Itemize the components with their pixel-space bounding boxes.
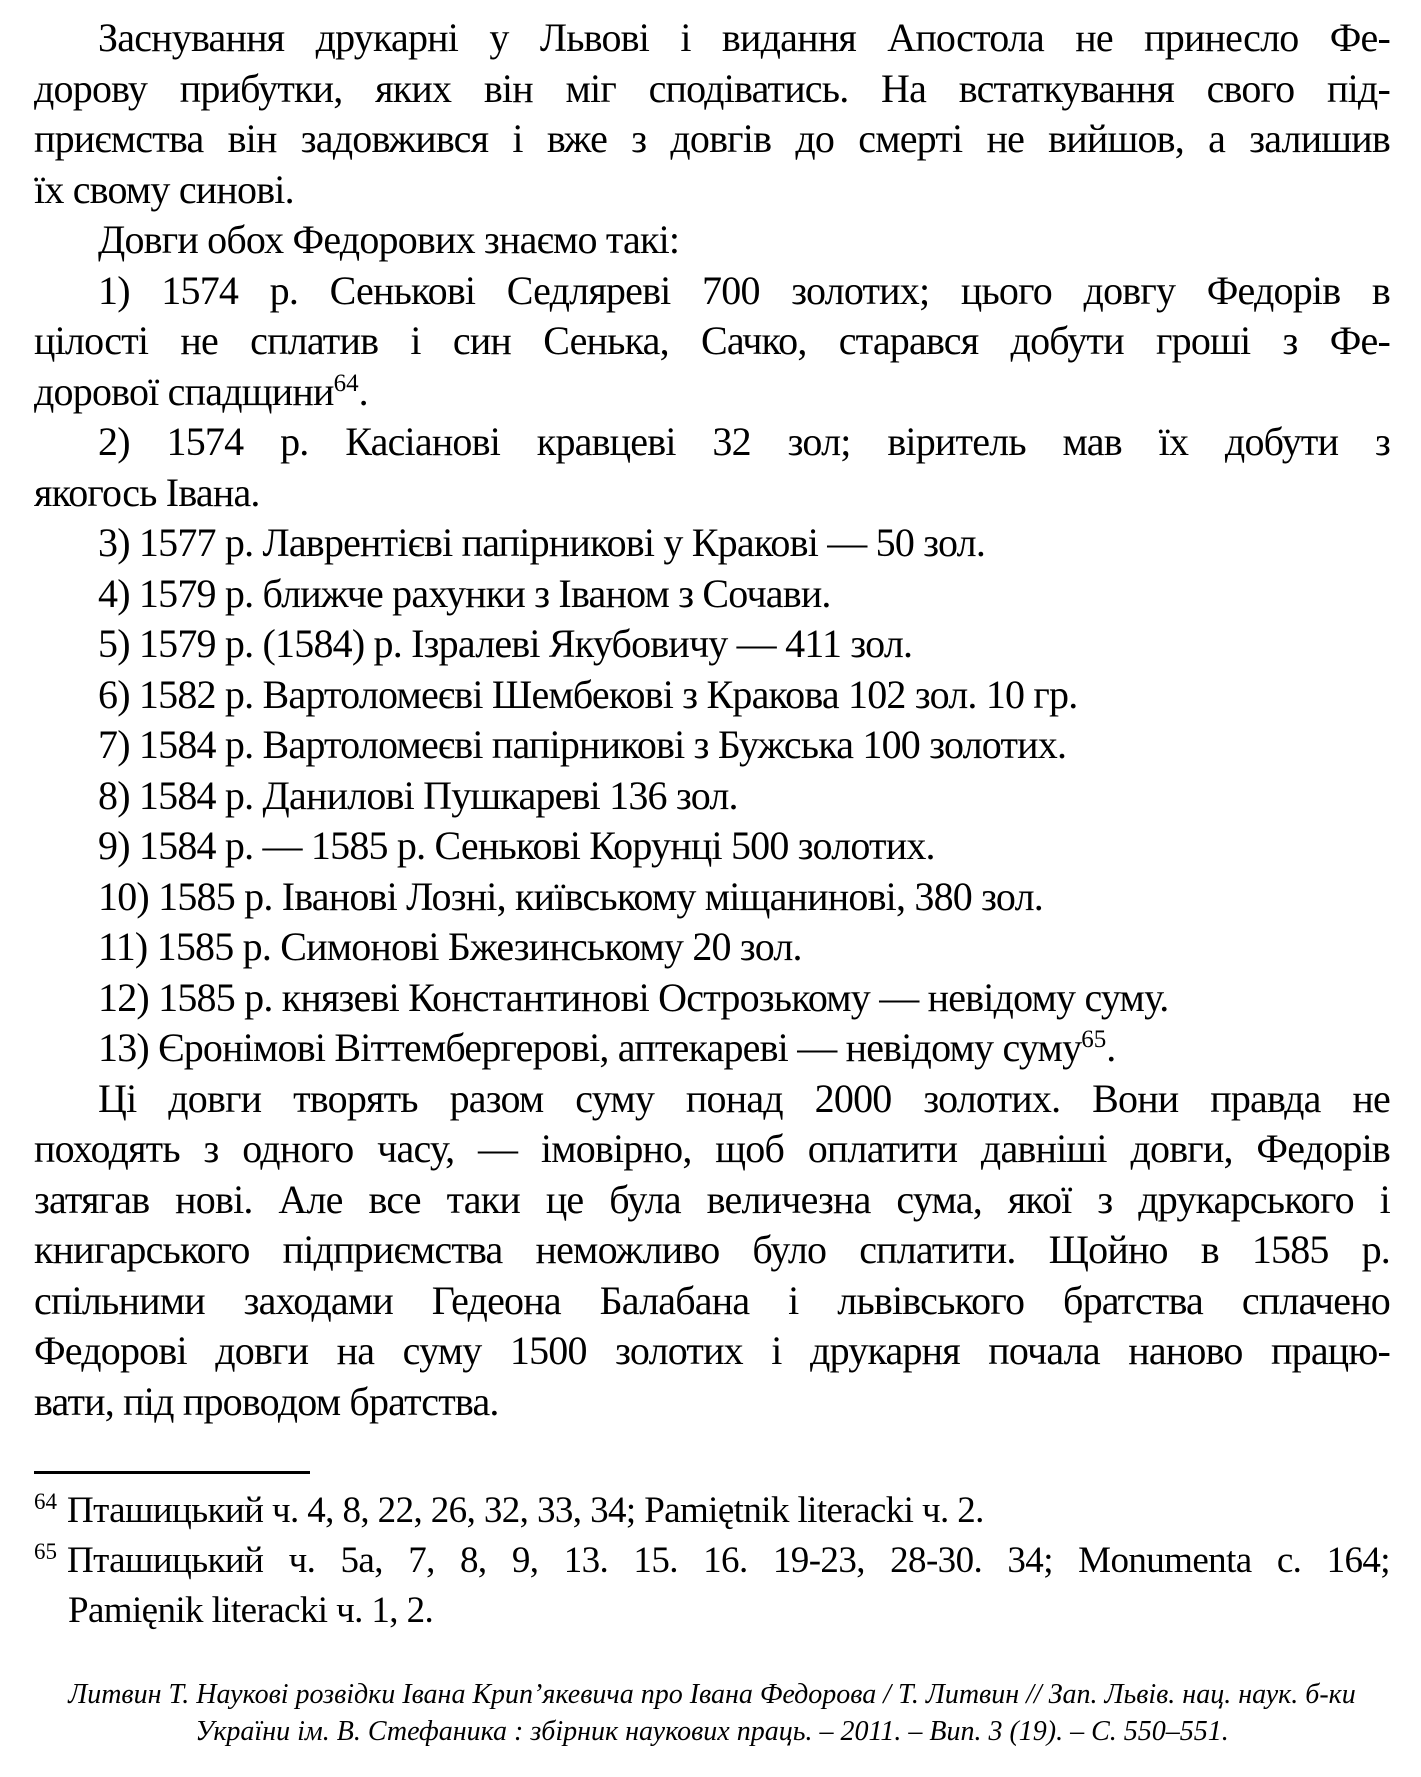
debt-item-2: [34, 417, 1390, 518]
text-line: Федорові довги на суму 1500 золотих і друкарня почала наново працю-: [34, 1328, 1390, 1373]
body-text: [34, 13, 1390, 1427]
text-line: [34, 367, 1390, 418]
debt-text-tail: .: [1106, 1025, 1116, 1070]
text-line: дорову прибутки, яких він міг сподіватись. На встаткування свого під-: [34, 65, 1390, 111]
citation-line: Литвин Т. Наукові розвідки Івана Крип’якевича про Івана Федорова / Т. Литвин // Зап. Львів. нац. наук. б-ки: [68, 1679, 1356, 1710]
text-line: спільними заходами Гедеона Балабана і львівського братства сплачено: [34, 1277, 1390, 1323]
footnote-line: [34, 1536, 1390, 1586]
debt-text-tail: .: [358, 368, 368, 414]
text-line: вати, під проводом братства.: [34, 1378, 499, 1424]
paragraph-closing: [34, 1074, 1390, 1428]
debt-item-5: 5) 1579 р. (1584) р. Ізралеві Якубовичу — 411 зол.: [98, 621, 913, 666]
debt-item-1: [34, 266, 1390, 418]
footnote-64: [34, 1486, 1390, 1536]
debt-item-12: 12) 1585 р. князеві Константинові Острозькому — невідому суму.: [98, 974, 1169, 1020]
paragraph-opening: [34, 13, 1390, 215]
debt-item-11: 11) 1585 р. Симонові Бжезинському 20 зол.: [98, 924, 802, 969]
citation-line: України ім. В. Стефаника : збірник наукових праць. – 2011. – Вип. 3 (19). – С. 550–551.: [195, 1716, 1229, 1747]
text-line: книгарського підприємства неможливо було сплатити. Щойно в 1585 р.: [34, 1227, 1390, 1272]
text-line: якогось Івана.: [34, 469, 260, 515]
debt-item-6: 6) 1582 р. Вартоломеєві Шембекові з Кракова 102 зол. 10 гр.: [98, 671, 1078, 717]
footnote-ref-65: 65: [1081, 1026, 1107, 1054]
debt-item-9: 9) 1584 р. — 1585 р. Сенькові Корунці 500 золотих.: [98, 823, 935, 868]
footnote-text: Пташицький ч. 5а, 7, 8, 9, 13. 15. 16. 19-23, 28-30. 34; Monumenta с. 164;: [67, 1540, 1390, 1581]
debt-text: 13) Єронімові Віттембергерові, аптекареві — невідому суму: [98, 1025, 1082, 1070]
debt-item-13: [34, 1023, 1390, 1074]
debt-text: дорової спадщини: [34, 368, 334, 414]
debt-item-7: 7) 1584 р. Вартоломеєві папірникові з Бужська 100 золотих.: [98, 722, 1067, 767]
text-line: їх свому синові.: [34, 166, 294, 212]
footnote-line: Pamięnik literacki ч. 1, 2.: [68, 1590, 434, 1631]
footnotes: [34, 1471, 1390, 1636]
text-line: Заснування друкарні у Львові і видання Апостола не принесло Фе-: [98, 15, 1390, 60]
footnote-marker-65: 65: [34, 1539, 57, 1565]
debts-list: [34, 266, 1390, 1074]
footnote-65: [34, 1536, 1390, 1636]
debt-item-4: 4) 1579 р. ближче рахунки з Іваном з Сочави.: [98, 570, 831, 616]
footnote-ref-64: 64: [333, 369, 359, 397]
debt-item-3: 3) 1577 р. Лаврентієві папірникові у Кракові — 50 зол.: [98, 520, 986, 565]
debt-item-8: 8) 1584 р. Данилові Пушкареві 136 зол.: [98, 772, 738, 818]
citation: [34, 1676, 1390, 1750]
text-line: 2) 1574 р. Касіанові кравцеві 32 зол; віритель мав їх добути з: [98, 419, 1390, 464]
footnote-text: Пташицький ч. 4, 8, 22, 26, 32, 33, 34; Pamiętnik literacki ч. 2.: [67, 1490, 984, 1531]
debt-item-10: 10) 1585 р. Іванові Лозні, київському міщанинові, 380 зол.: [98, 873, 1043, 919]
intro-line: Довги обох Федорових знаємо такі:: [98, 217, 680, 262]
footnote-line: [34, 1486, 1390, 1536]
text-line: Ці довги творять разом суму понад 2000 золотих. Вони правда не: [98, 1075, 1390, 1121]
footnote-marker-64: 64: [34, 1489, 57, 1515]
footnote-separator: [34, 1471, 310, 1474]
text-line: приємства він задовжився і вже з довгів до смерті не вийшов, а залишив: [34, 116, 1390, 161]
text-line: походять з одного часу, — імовірно, щоб оплатити давніші довги, Федорів: [34, 1126, 1390, 1171]
text-line: затягав нові. Але все таки це була величезна сума, якої з друкарського і: [34, 1176, 1390, 1222]
text-line: цілості не сплатив і син Сенька, Сачко, старався добути гроші з Фе-: [34, 318, 1390, 363]
text-line: 1) 1574 р. Сенькові Седляреві 700 золотих; цього довгу Федорів в: [98, 267, 1390, 313]
